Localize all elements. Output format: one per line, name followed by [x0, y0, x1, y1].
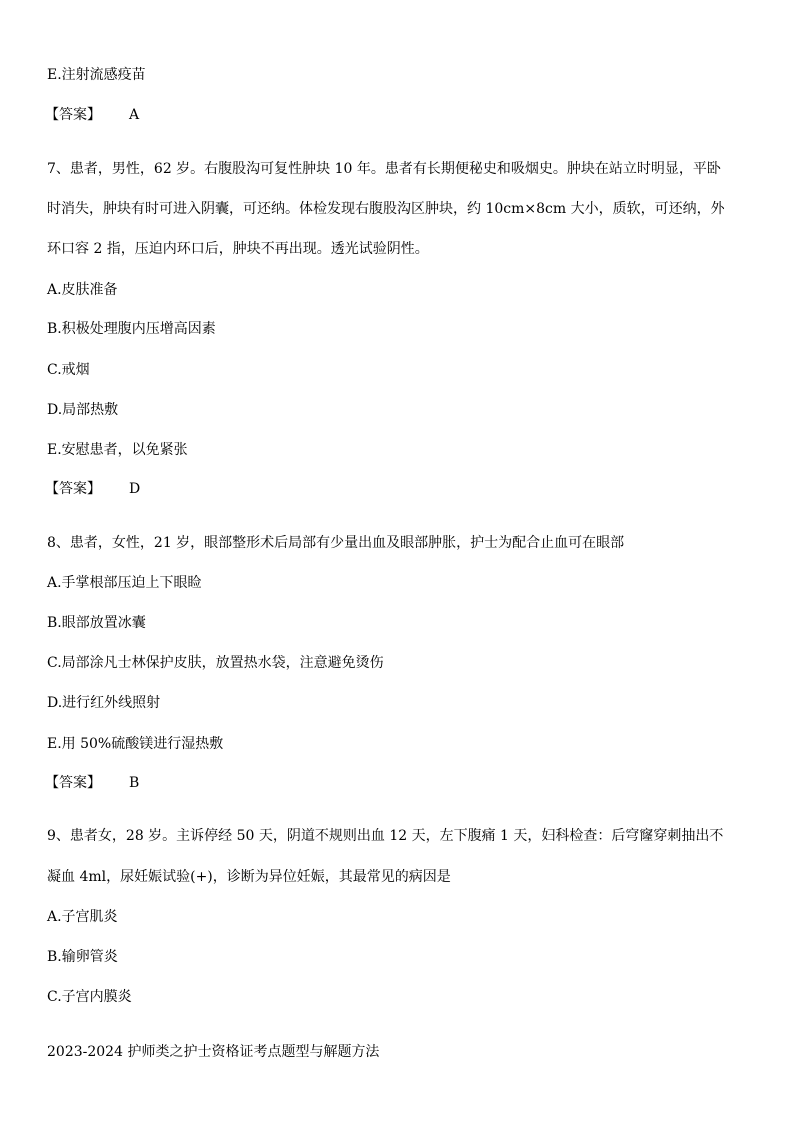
q7-option-d: D.局部热敷	[47, 402, 119, 418]
q9-option-b: B.输卵管炎	[47, 949, 118, 965]
q8-option-a: A.手掌根部压迫上下眼睑	[47, 575, 202, 591]
q8-option-b: B.眼部放置冰囊	[47, 615, 146, 631]
q6-option-e: E.注射流感疫苗	[47, 67, 146, 83]
q7-answer-label: 【答案】	[45, 481, 101, 497]
q7-stem-line3: 环口容 2 指，压迫内环口后，肿块不再出现。透光试验阴性。	[47, 241, 429, 257]
q7-answer-value: D	[129, 481, 141, 497]
q7-stem-line1: 7、患者，男性，62 岁。右腹股沟可复性肿块 10 年。患者有长期便秘史和吸烟史。肿块在站立时明显，平卧	[47, 161, 721, 177]
q8-answer-value: B	[129, 775, 140, 791]
q8-option-d: D.进行红外线照射	[47, 695, 161, 711]
q9-stem-line2: 凝血 4ml，尿妊娠试验(+)，诊断为异位妊娠，其最常见的病因是	[47, 869, 451, 885]
q7-stem-line2: 时消失，肿块有时可进入阴囊，可还纳。体检发现右腹股沟区肿块，约 10cm×8cm 大小，质软，可还纳，外	[47, 201, 725, 217]
q7-option-c: C.戒烟	[47, 362, 90, 378]
q6-answer-value: A	[129, 107, 140, 123]
q8-option-e: E.用 50%硫酸镁进行湿热敷	[47, 736, 224, 752]
q9-stem-line1: 9、患者女，28 岁。主诉停经 50 天，阴道不规则出血 12 天，左下腹痛 1 天，妇科检查：后穹窿穿刺抽出不	[47, 828, 724, 844]
q7-option-e: E.安慰患者，以免紧张	[47, 442, 188, 458]
q8-answer-label: 【答案】	[45, 775, 101, 791]
q7-option-a: A.皮肤准备	[47, 282, 118, 298]
q9-option-c: C.子宫内膜炎	[47, 989, 132, 1005]
page-footer-title: 2023-2024 护师类之护士资格证考点题型与解题方法	[47, 1044, 380, 1060]
q9-option-a: A.子宫肌炎	[47, 909, 118, 925]
q6-answer-label: 【答案】	[45, 107, 101, 123]
q8-stem-line1: 8、患者，女性，21 岁，眼部整形术后局部有少量出血及眼部肿胀，护士为配合止血可在眼部	[47, 535, 625, 551]
q7-option-b: B.积极处理腹内压增高因素	[47, 321, 216, 337]
q8-option-c: C.局部涂凡士林保护皮肤，放置热水袋，注意避免烫伤	[47, 655, 384, 671]
